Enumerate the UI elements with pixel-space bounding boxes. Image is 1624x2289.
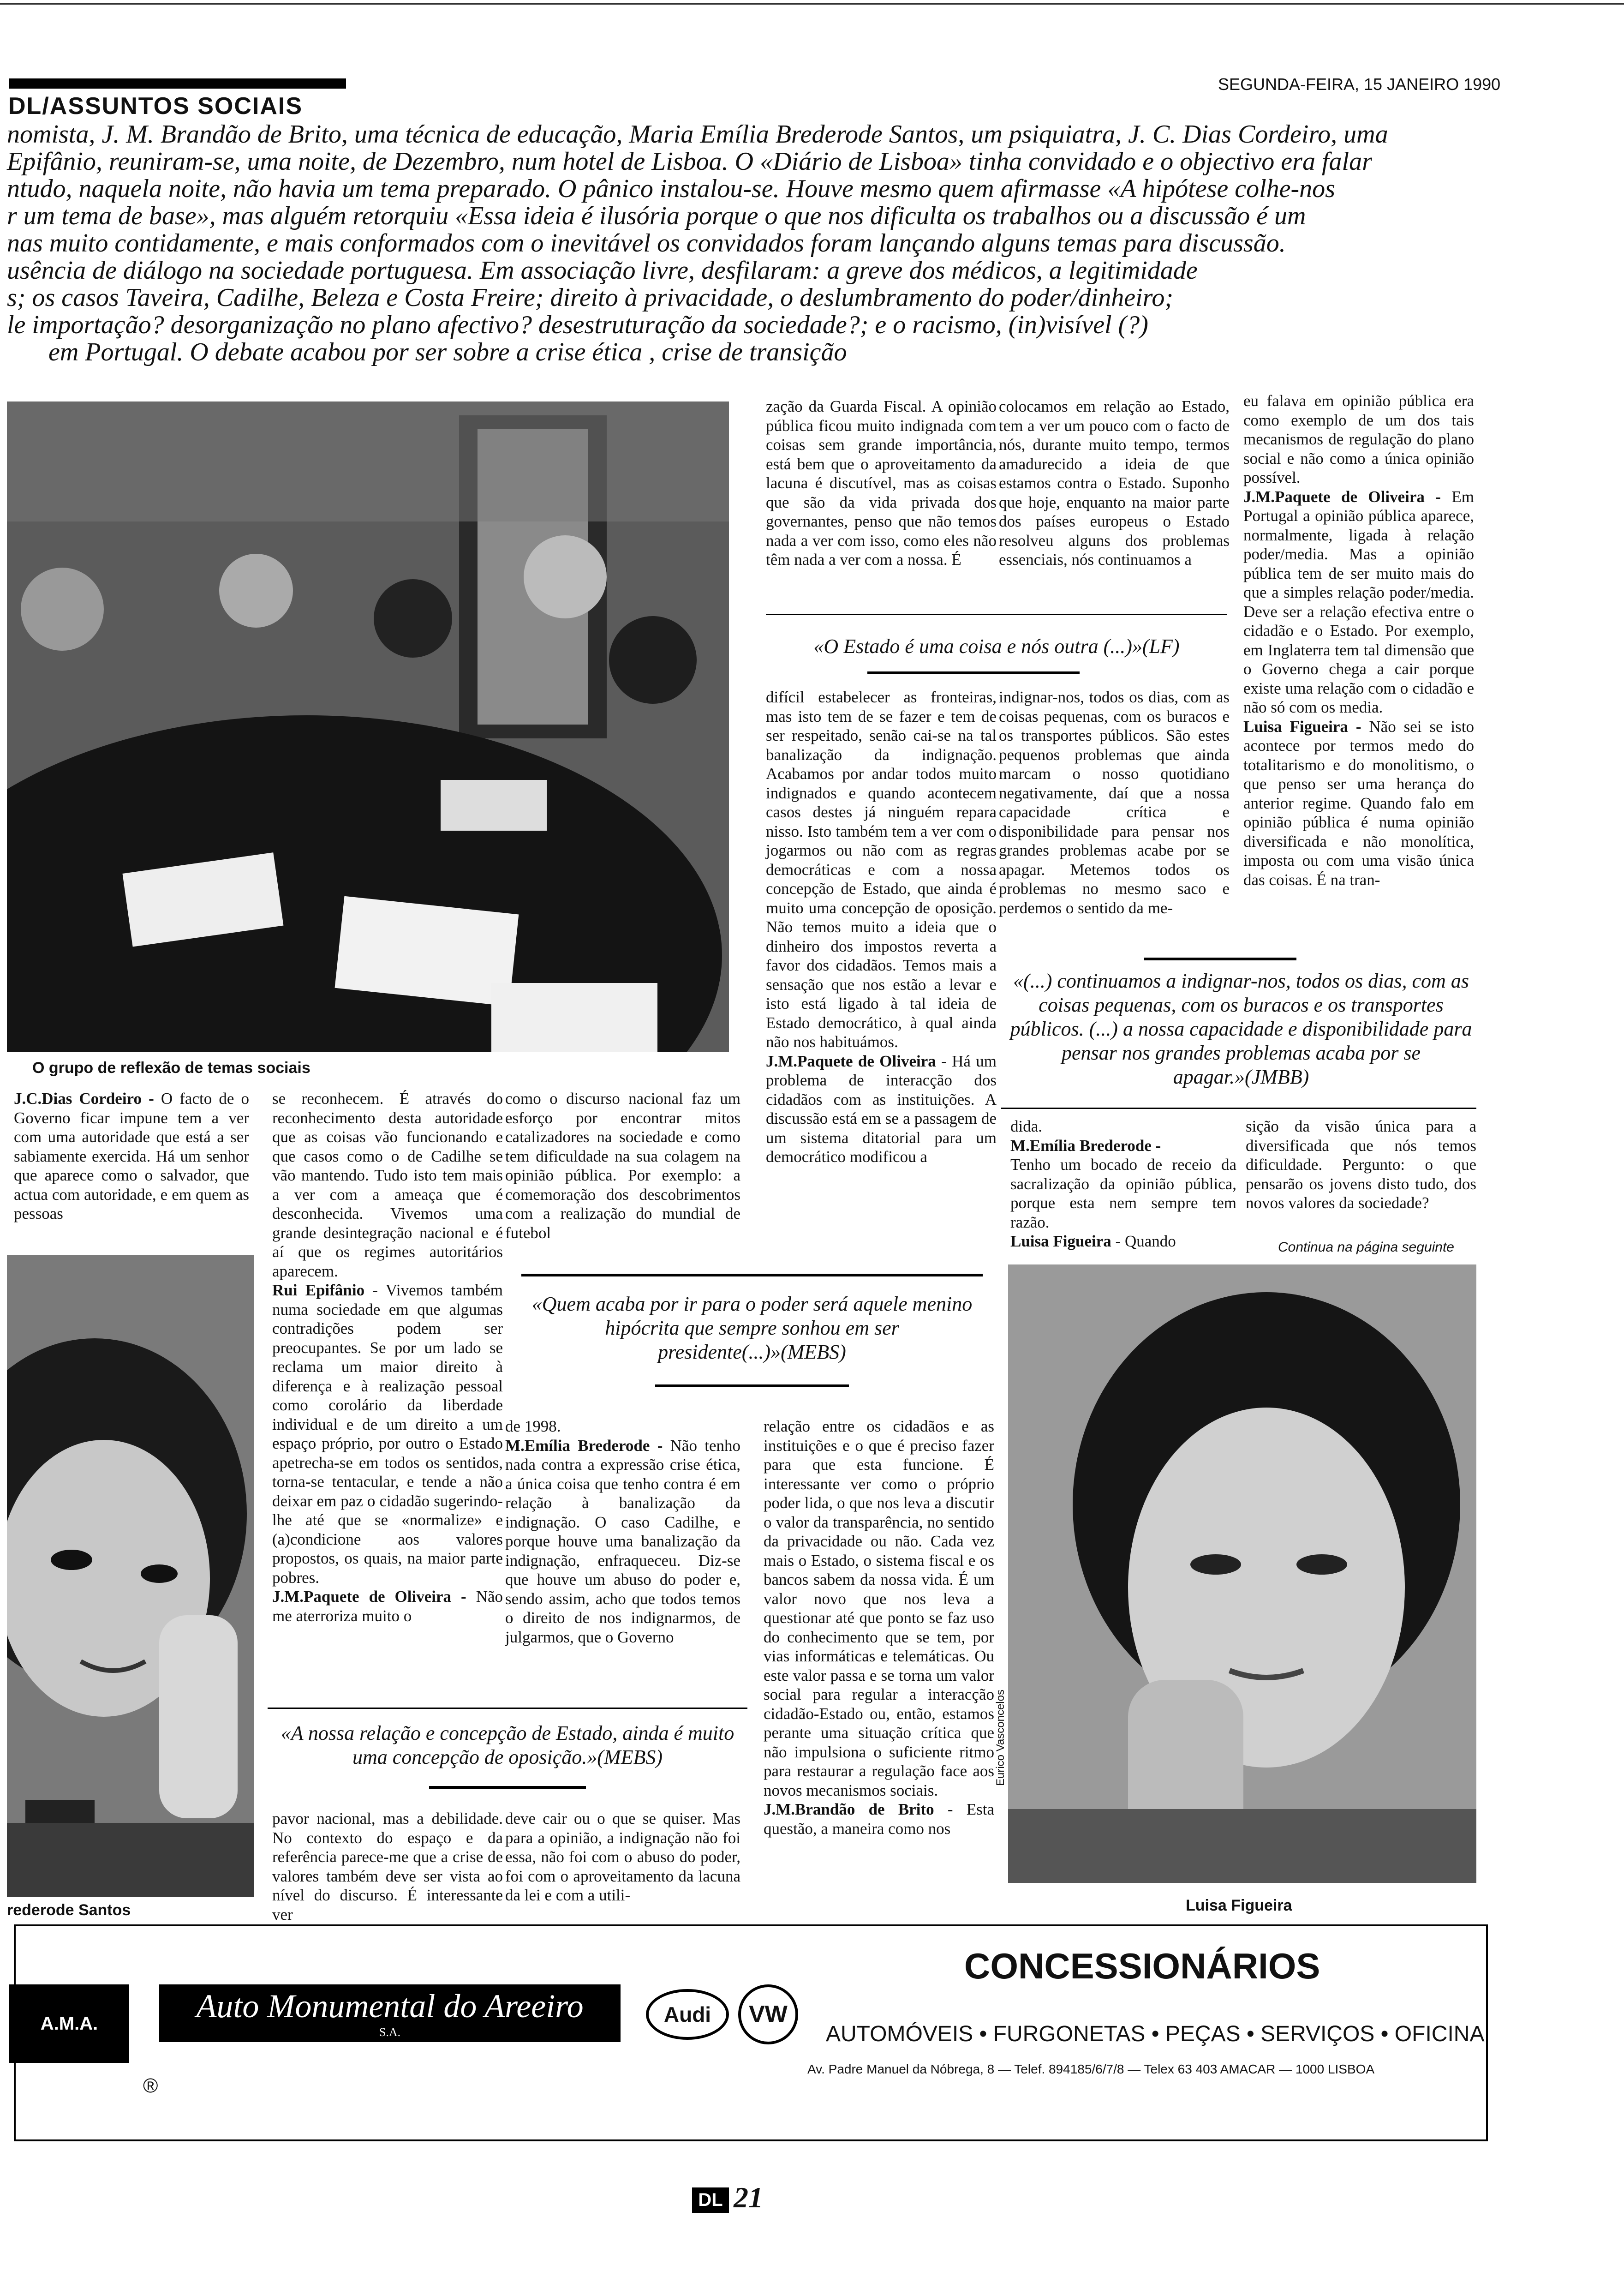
column-5 <box>999 688 1230 917</box>
speaker-name: M.Emília Brederode - <box>1010 1136 1161 1155</box>
pull-quote: «O Estado é uma coisa e nós outra (...)»(LF) <box>813 635 1180 658</box>
paragraph: Não tenho nada contra a expressão crise ética, a única coisa que tenho contra é em relação à banalização da indignação. O caso Cadilhe, e porque houve uma banalização da indignação, enfraqueceu. Diz-se que houve um abuso do poder e, sendo assim, acho que todos temos o direito de nos indignarmos, de julgarmos, que o Governo <box>505 1436 740 1646</box>
quote-rule <box>1001 1108 1476 1109</box>
column-7 <box>272 1089 503 1625</box>
paragraph: Esta questão, a maneira como nos <box>764 1800 995 1838</box>
pull-quote: «A nossa relação e concepção de Estado, ainda é muito uma concepção de oposição.»(MEBS) <box>281 1722 734 1768</box>
page-number: 21 <box>734 2181 763 2214</box>
section-title: DL/ASSUNTOS SOCIAIS <box>8 93 303 120</box>
ad-title: CONCESSIONÁRIOS <box>964 1946 1320 1986</box>
column-4 <box>766 688 997 1167</box>
group-photo-illustration <box>7 401 729 1052</box>
column-2 <box>999 397 1230 569</box>
ad-address: Av. Padre Manuel da Nóbrega, 8 — Telef. 894185/6/7/8 — Telex 63 403 AMACAR — 1000 LISBOA <box>807 2062 1375 2076</box>
audi-logo: Audi <box>646 1989 729 2040</box>
photo-credit: Eurico Vasconcelos <box>994 1690 1007 1786</box>
speaker-name: Luisa Figueira - <box>1243 717 1361 736</box>
column-11 <box>505 1417 740 1647</box>
column-3 <box>1243 391 1474 889</box>
dealer-sa: S.A. <box>379 2025 401 2039</box>
column-14 <box>505 1809 740 1905</box>
vw-logo: VW <box>738 1984 798 2044</box>
speaker-name: Luisa Figueira - <box>1010 1232 1121 1250</box>
portrait-left-illustration <box>7 1255 254 1897</box>
intro-line: usência de diálogo na sociedade portuguesa. Em associação livre, desfilaram: a greve dos médicos, a legitimidade <box>7 256 1198 285</box>
paragraph: colocamos em relação ao Estado, tem a ver um pouco com o facto de nós, durante muito tempo, termos amadurecido a ideia de que estamos contra o Estado. Suponho que hoje, enquanto na maior parte dos países europeus o Estado resolveu alguns dos problemas essenciais, nós continuamos a <box>999 397 1230 569</box>
paragraph: Em Portugal a opinião pública aparece, normalmente, ligada à relação poder/media. Mas a opinião pública tem de ser muito mais do que a simples relação poder/media. Deve ser a relação efectiva entre o cidadão e o Estado. Por exemplo, em Inglaterra tem tal dimensão que o Governo chega a cair porque existe uma relação com o cidadão e não só com os media. <box>1243 487 1474 716</box>
paragraph: Quando <box>1124 1232 1176 1250</box>
speaker-name: J.M.Brandão de Brito - <box>764 1800 953 1818</box>
dealer-name-banner <box>159 1984 621 2042</box>
column-1 <box>766 397 997 569</box>
dealer-name: Auto Monumental do Areeiro <box>196 1988 584 2025</box>
intro-line: r um tema de base», mas alguém retorquiu «Essa ideia é ilusória porque o que nos dificulta os trabalhos ou a discussão é um <box>7 202 1306 230</box>
quote-rule <box>1144 958 1296 960</box>
intro-line: s; os casos Taveira, Cadilhe, Beleza e Costa Freire; direito à privacidade, o deslumbramento do poder/dinheiro; <box>7 283 1174 312</box>
speaker-name: J.M.Paquete de Oliveira - <box>1243 487 1441 506</box>
paragraph: como o discurso nacional faz um esforço por encontrar mitos catalizadores na sociedade e como tem dificuldade na sua colagem na opinião pública. Por exemplo: a comemoração dos descobrimentos com a realização do mundial de futebol <box>505 1090 740 1242</box>
paragraph: eu falava em opinião pública era como exemplo de um dos tais mecanismos de regulação do plano social e não como a única opinião possível. <box>1243 392 1474 486</box>
dl-logo: DL <box>692 2187 729 2213</box>
speaker-name: J.C.Dias Cordeiro - <box>14 1090 154 1108</box>
column-12 <box>764 1417 994 1838</box>
speaker-name: M.Emília Brederode - <box>505 1436 663 1455</box>
portrait-left <box>7 1255 254 1897</box>
paragraph: se reconhecem. É através do reconhecimento desta autoridade que as coisas vão funcionando e que casos como o de Cadilhe se vão mantendo. Tudo isto tem mais a ver com a ameaça que é desconhecida. Vivemos uma grande desintegração nacional e é aí que os regimes autoritários aparecem. <box>272 1090 503 1280</box>
quote-rule <box>867 671 1080 674</box>
speaker-name: J.M.Paquete de Oliveira - <box>272 1588 466 1606</box>
speaker-name: Rui Epifânio - <box>272 1281 378 1299</box>
group-photo-caption: O grupo de reflexão de temas sociais <box>32 1059 310 1077</box>
pull-quote: «(...) continuamos a indignar-nos, todos os dias, com as coisas pequenas, com os buracos e os transportes públicos. (...) a nossa capacidade e disponibilidade para pensar nos grandes problemas acaba por se apagar.»(JMBB) <box>1010 970 1472 1088</box>
intro-text <box>7 121 1483 366</box>
column-8 <box>505 1089 740 1242</box>
portrait-left-caption: rederode Santos <box>7 1901 131 1919</box>
column-6 <box>14 1089 249 1223</box>
paragraph: sição da visão única para a diversificada que nós temos dificuldade. Pergunto: o que pensarão os jovens disto tudo, dos novos valores da sociedade? <box>1246 1117 1476 1212</box>
issue-date: SEGUNDA-FEIRA, 15 JANEIRO 1990 <box>1218 75 1501 94</box>
paragraph: indignar-nos, todos os dias, com as coisas pequenas, com os buracos e os transportes públicos. São estes pequenos problemas que ainda marcam o nosso quotidiano negativamente, daí que a nossa capacidade crítica e disponibilidade para pensar nos grandes problemas acabe por se apagar. Metemos todos os problemas no mesmo saco e perdemos o sentido da me- <box>999 688 1230 917</box>
intro-line: nomista, J. M. Brandão de Brito, uma técnica de educação, Maria Emília Brederode Santos, um psiquiatra, J. C. Dias Cordeiro, uma <box>7 120 1388 149</box>
paragraph: Não me aterroriza muito o <box>272 1588 503 1625</box>
column-10 <box>1246 1117 1476 1213</box>
paragraph: O facto de o Governo ficar impune tem a ver com uma autoridade que está a ser sabiamente exercida. Há um senhor que aparece como o salvador, que actua com autoridade, e em quem as pessoas <box>14 1090 249 1222</box>
paragraph: dida. <box>1010 1117 1043 1135</box>
intro-line: le importação? desorganização no plano afectivo? desestruturação da sociedade?; e o racismo, (in)visível (?) <box>7 311 1148 339</box>
quote-rule <box>429 1786 586 1789</box>
quote-rule <box>521 1274 983 1276</box>
intro-line: Epifânio, reuniram-se, uma noite, de Dezembro, num hotel de Lisboa. O «Diário de Lisboa» tinha convidado e o objectivo era falar <box>7 147 1372 176</box>
paragraph: difícil estabelecer as fronteiras, mas isto tem de se fazer e tem de ser respeitado, senão cai-se na tal banalização da indignação. Acabamos por andar todos muito indignados e quando acontecem casos destes já ninguém repara nisso. Isto também tem a ver com o jogarmos ou não com as regras democráticas e com a nossa concepção de Estado, que ainda é muito uma concepção de oposição. Não temos muito a ideia que o dinheiro dos impostos reverta a favor dos cidadãos. Temos mais a sensação que nos estão a levar e isto está ligado à tal ideia de Estado democrático, à qual ainda não nos habituámos. <box>766 688 997 1051</box>
ama-logo: A.M.A. <box>9 1984 129 2063</box>
paragraph: relação entre os cidadãos e as instituições e o que é preciso fazer para que esta funcione. É interessante ver como o próprio poder lida, o que nos leva a discutir o valor da transparência, no sentido da privacidade ou não. Cada vez mais o Estado, o sistema fiscal e os bancos sabem da nossa vida. É um valor novo que nos leva a questionar até que ponto se faz uso do conhecimento que se tem, por vias informáticas e telemáticas. Ou este valor passa e se torna um valor social para regular a interacção cidadão-Estado ou, então, estamos perante uma situação crítica que não impulsiona o suficiente ritmo para restaurar a regulação face aos novos mecanismos sociais. <box>764 1417 994 1799</box>
portrait-right-caption: Luisa Figueira <box>1186 1897 1292 1914</box>
intro-line: ntudo, naquela noite, não havia um tema preparado. O pânico instalou-se. Houve mesmo quem afirmasse «A hipótese colhe-nos <box>7 174 1335 203</box>
intro-line: nas muito contidamente, e mais conformados com o inevitável os convidados foram lançando alguns temas para discussão. <box>7 229 1286 258</box>
ad-services: AUTOMÓVEIS • FURGONETAS • PEÇAS • SERVIÇOS • OFICINA <box>826 2022 1485 2046</box>
paragraph: de 1998. <box>505 1417 561 1435</box>
column-9 <box>1010 1117 1236 1251</box>
group-photo <box>7 401 729 1052</box>
paragraph: zação da Guarda Fiscal. A opinião pública ficou muito indignada com coisas sem grande importância, está bem que o aproveitamento da lacuna é discutível, mas as coisas que são da vida privada dos governantes, penso que não temos nada a ver com isso, como eles não têm nada a ver com a nossa. É <box>766 397 997 569</box>
paragraph: Há um problema de interacção dos cidadãos com as instituições. A discussão está em se a passagem de um sistema ditatorial para um democrático modificou a <box>766 1052 997 1166</box>
portrait-right-illustration <box>1008 1264 1476 1883</box>
registered-mark: ® <box>143 2074 158 2097</box>
portrait-right <box>1008 1264 1476 1883</box>
paragraph: deve cair ou o que se quiser. Mas para a opinião, a indignação não foi essa, não foi com o abuso do poder, foi com o aproveitamento da lacuna da lei e com a utili- <box>505 1810 740 1904</box>
paragraph: Tenho um bocado de receio da sacralização da opinião pública, porque esta nem sempre tem razão. <box>1010 1156 1236 1231</box>
speaker-name: J.M.Paquete de Oliveira - <box>766 1052 947 1070</box>
intro-line: em Portugal. O debate acabou por ser sobre a crise ética , crise de transição <box>48 338 847 366</box>
quote-rule <box>655 1384 849 1387</box>
pull-quote: «Quem acaba por ir para o poder será aquele menino hipócrita que sempre sonhou em ser presidente(...)»(MEBS) <box>531 1293 973 1363</box>
paragraph: pavor nacional, mas a debilidade. No contexto do espaço e da referência parece-me que a crise de valores também deve ser vista ao nível do discurso. É interessante ver <box>272 1810 503 1923</box>
quote-rule <box>766 614 1227 615</box>
paragraph: Vivemos também numa sociedade em que algumas contradições podem ser preocupantes. Se por um lado se reclama um maior direito à diferença e à realização pessoal como corolário da liberdade individual e de um direito a um espaço próprio, por outro o Estado apetrecha-se em todos os sentidos, torna-se tentacular, e tende a não deixar em paz o cidadão sugerindo-lhe até que se «normalize» e (a)condicione aos valores propostos, os quais, na maior parte pobres. <box>272 1281 503 1587</box>
paragraph: Não sei se isto acontece por termos medo do totalitarismo e do monolitismo, o que penso ser uma herança do anterior regime. Quando falo em opinião pública é numa opinião diversificada e não monolítica, imposta ou com uma visão única das coisas. É na tran- <box>1243 717 1474 889</box>
quote-rule <box>268 1708 747 1709</box>
continued-note: Continua na página seguinte <box>1278 1240 1454 1255</box>
column-13 <box>272 1809 503 1924</box>
top-rule <box>0 3 1624 5</box>
section-bar <box>9 78 346 89</box>
